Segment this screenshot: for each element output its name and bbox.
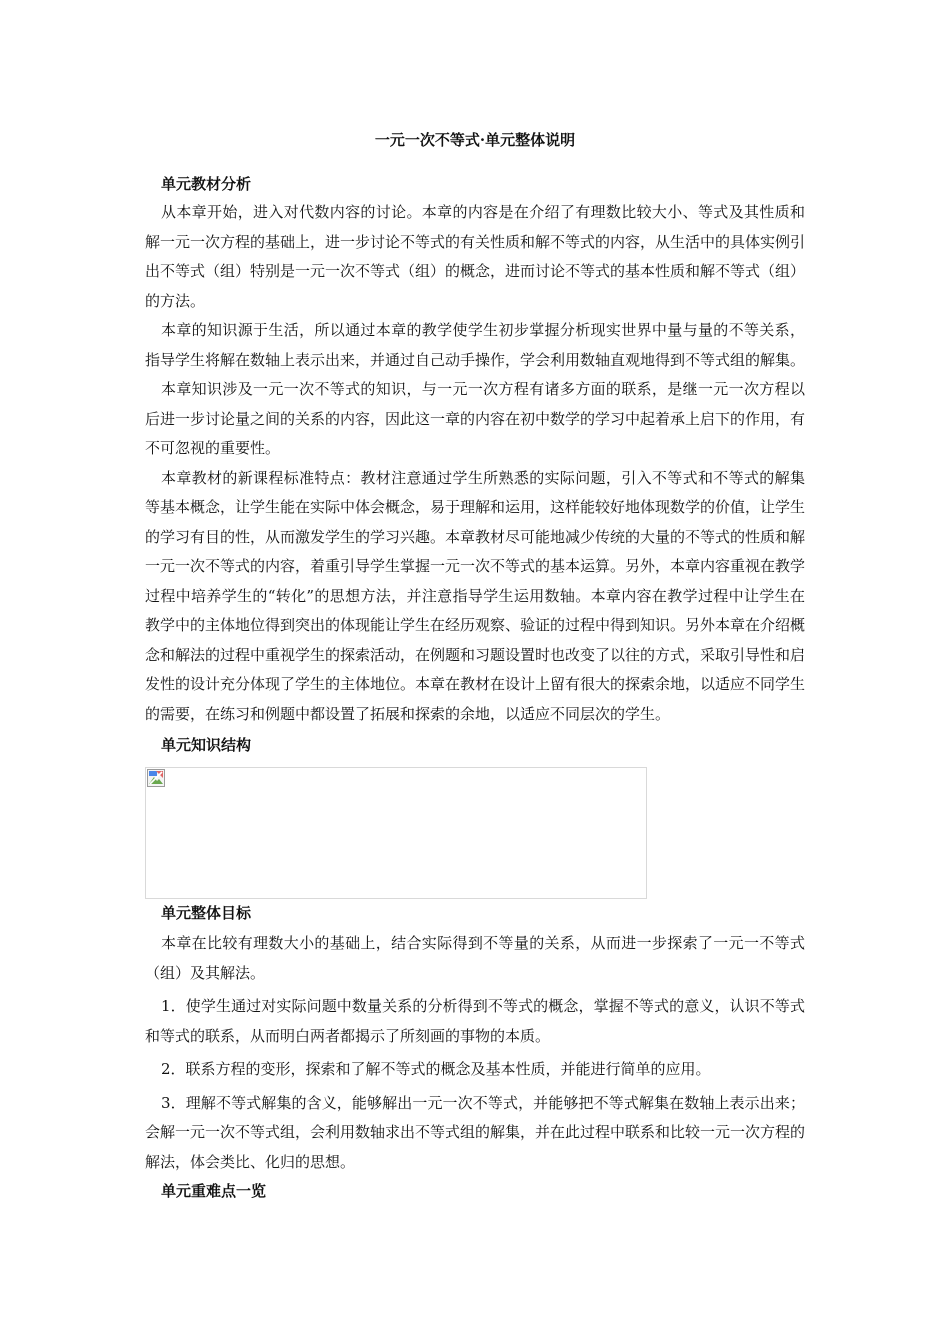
goals-paragraph: 本章在比较有理数大小的基础上，结合实际得到不等量的关系，从而进一步探索了一元一不等式（组）及其解法。	[145, 934, 805, 982]
knowledge-structure-image	[145, 767, 647, 899]
goals-item: 1．使学生通过对实际问题中数量关系的分析得到不等式的概念，掌握不等式的意义，认识不等式和等式的联系，从而明白两者都揭示了所刻画的事物的本质。	[145, 997, 805, 1045]
document-title: 一元一次不等式·单元整体说明	[374, 131, 576, 149]
section-heading-structure: 单元知识结构	[161, 736, 252, 754]
analysis-paragraph: 本章教材的新课程标准特点：教材注意通过学生所熟悉的实际问题，引入不等式和不等式的解集等基本概念，让学生能在实际中体会概念，易于理解和运用，这样能较好地体现数学的价值，让学生的学习有目的性，从而激发学生的学习兴趣。本章教材尽可能地减少传统的大量的不等式的性质和解一元一次不等式的内容，着重引导学生掌握一元一次不等式的基本运算。另外，本章内容重视在教学过程中培养学生的“转化”的思想方法，并注意指导学生运用数轴。本章内容在教学过程中让学生在教学中的主体地位得到突出的体现能让学生在经历观察、验证的过程中得到知识。另外本章在介绍概念和解法的过程中重视学生的探索活动，在例题和习题设置时也改变了以往的方式，采取引导性和启发性的设计充分体现了学生的主体地位。本章在教材在设计上留有很大的探索余地，以适应不同学生的需要，在练习和例题中都设置了拓展和探索的余地，以适应不同层次的学生。	[145, 468, 806, 723]
section-heading-goals: 单元整体目标	[161, 904, 252, 922]
section-heading-analysis: 单元教材分析	[161, 175, 252, 193]
analysis-paragraph: 本章的知识源于生活，所以通过本章的教学使学生初步掌握分析现实世界中量与量的不等关系，指导学生将解在数轴上表示出来，并通过自己动手操作，学会利用数轴直观地得到不等式组的解集。	[145, 321, 806, 369]
section-heading-difficulties: 单元重难点一览	[161, 1182, 267, 1200]
goals-item: 2．联系方程的变形，探索和了解不等式的概念及基本性质，并能进行简单的应用。	[161, 1060, 711, 1078]
analysis-paragraph: 本章知识涉及一元一次不等式的知识，与一元一次方程有诸多方面的联系，是继一元一次方程以后进一步讨论量之间的关系的内容，因此这一章的内容在初中数学的学习中起着承上启下的作用，有不可忽视的重要性。	[145, 380, 806, 457]
goals-item: 3．理解不等式解集的含义，能够解出一元一次不等式，并能够把不等式解集在数轴上表示出来；会解一元一次不等式组，会利用数轴求出不等式组的解集，并在此过程中联系和比较一元一次方程的解法，体会类比、化归的思想。	[145, 1093, 806, 1171]
analysis-paragraph: 从本章开始，进入对代数内容的讨论。本章的内容是在介绍了有理数比较大小、等式及其性质和解一元一次方程的基础上，进一步讨论不等式的有关性质和解不等式的内容，从生活中的具体实例引出不等式（组）特别是一元一次不等式（组）的概念，进而讨论不等式的基本性质和解不等式（组）的方法。	[145, 203, 806, 310]
broken-image-icon	[147, 769, 165, 787]
document-body	[145, 170, 805, 1205]
